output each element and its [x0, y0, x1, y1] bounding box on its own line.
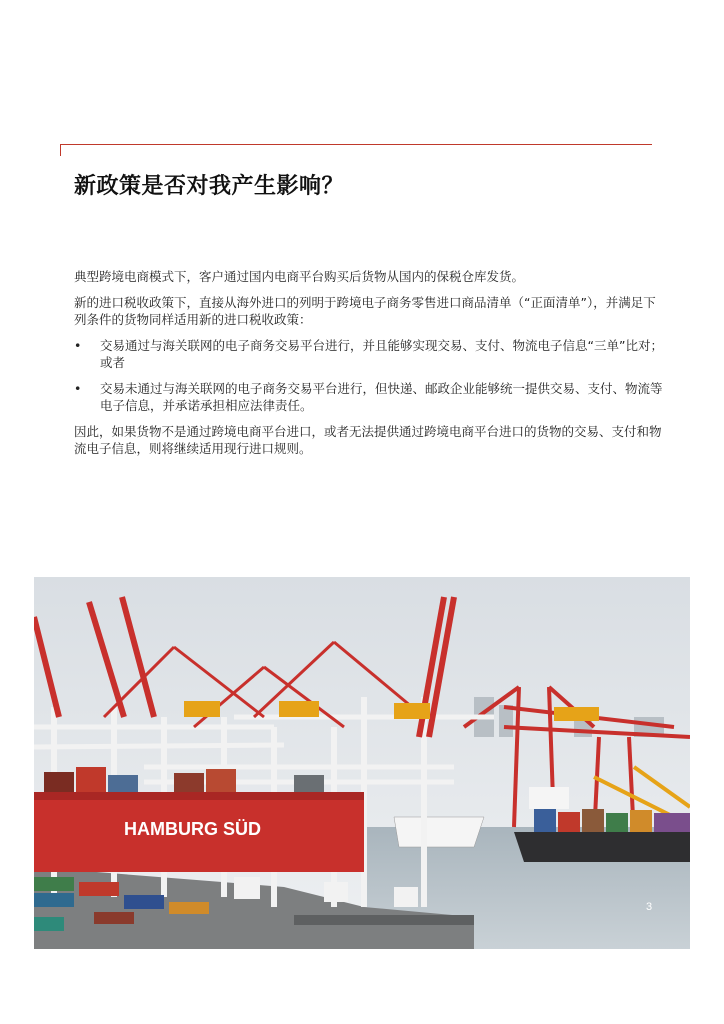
header-rule: [60, 144, 652, 145]
condition-1-text: 交易通过与海关联网的电子商务交易平台进行，并且能够实现交易、支付、物流电子信息“三单”比对；或者: [100, 338, 663, 370]
header-rule-tick: [60, 144, 61, 156]
paragraph-policy: 新的进口税收政策下，直接从海外进口的列明于跨境电子商务零售进口商品清单（“正面清单”），并满足下列条件的货物同样适用新的进口税收政策：: [74, 295, 656, 327]
page-number: 3: [646, 901, 653, 913]
ship-hull-lettering: HAMBURG SÜD: [124, 819, 261, 839]
port-photo: [34, 577, 690, 949]
page-title: 新政策是否对我产生影响？: [74, 172, 345, 199]
list-item: [74, 380, 664, 414]
conditions-list: [74, 337, 664, 414]
body-text: [74, 268, 664, 466]
paragraph-conclusion: 因此，如果货物不是通过跨境电商平台进口，或者无法提供通过跨境电商平台进口的货物的交易、支付和物流电子信息，则将继续适用现行进口规则。: [74, 424, 662, 456]
paragraph-intro: 典型跨境电商模式下，客户通过国内电商平台购买后货物从国内的保税仓库发货。: [74, 269, 525, 284]
bullet-dot: •: [74, 338, 82, 353]
condition-2-text: 交易未通过与海关联网的电子商务交易平台进行，但快递、邮政企业能够统一提供交易、支付、物流等电子信息，并承诺承担相应法律责任。: [100, 381, 663, 413]
list-item: [74, 337, 664, 371]
bullet-dot: •: [74, 381, 82, 396]
